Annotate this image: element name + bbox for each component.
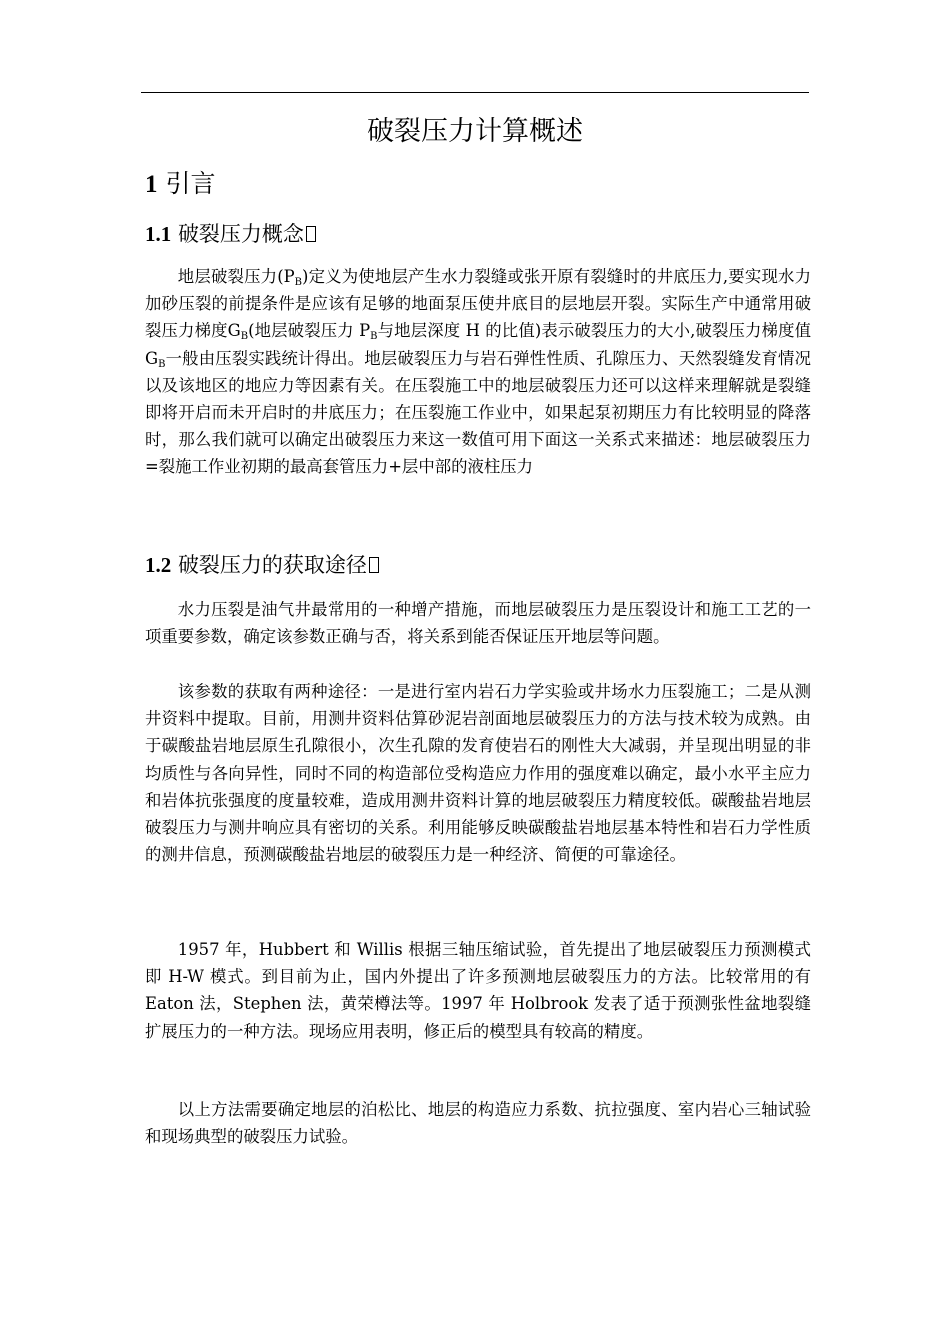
section-heading-1-1 — [145, 219, 316, 249]
section-number: 1.2 — [145, 553, 172, 577]
section-label: 破裂压力的获取途径 — [177, 553, 367, 577]
missing-glyph-icon — [369, 557, 379, 573]
paragraph-requirements: 以上方法需要确定地层的泊松比、地层的构造应力系数、抗拉强度、室内岩心三轴试验和现场典型的破裂压力试验。 — [145, 1100, 811, 1147]
section-label: 破裂压力概念 — [177, 222, 304, 246]
paragraph-fracture-concept: 地层破裂压力$(P_B)$定义为使地层产生水力裂缝或张开原有裂缝时的井底压力,要实现水力加砂压裂的前提条件是应该有足够的地面泵压使井底目的层地层开裂。实际生产中通常用破裂压力梯度$G_B$(地层破裂压力 $P_B$与地层深度 H 的比值)表示破裂压力的大小,破裂压力梯度值 $G_B$一般由压裂实践统计得出。地层破裂压力与岩石弹性性质、孔隙压力、天然裂缝发育情况以及该地区的地应力等因素有关。在压裂施工中的地层破裂压力还可以这样来理解就是裂缝即将开启而未开启时的井底压力；在压裂施工作业中，如果起泵初期压力有比较明显的降落时，那么我们就可以确定出破裂压力来这一数值可用下面这一关系式来描述：地层破裂压力=裂施工作业初期的最高套管压力+层中部的液柱压力 — [145, 267, 811, 477]
section-heading-1-2 — [145, 550, 379, 580]
section-number: 1 — [145, 171, 158, 198]
missing-glyph-icon — [306, 226, 316, 242]
paragraph-history: 1957 年，Hubbert 和 Willis 根据三轴压缩试验，首先提出了地层破裂压力预测模式即 H-W 模式。到目前为止，国内外提出了许多预测地层破裂压力的方法。比较常用的有 Eaton 法，Stephen 法，黄荣樽法等。1997 年 Holbrook 发表了适于预测张性盆地裂缝扩展压力的一种方法。现场应用表明，修正后的模型具有较高的精度。 — [145, 940, 811, 1041]
page-title: 破裂压力计算概述 — [367, 116, 583, 147]
section-number: 1.1 — [145, 222, 172, 246]
section-label: 引言 — [165, 169, 216, 198]
header-rule — [141, 92, 809, 93]
section-heading-1 — [145, 168, 215, 201]
paragraph-acquisition-methods: 该参数的获取有两种途径：一是进行室内岩石力学实验或井场水力压裂施工；二是从测井资料中提取。目前，用测井资料估算砂泥岩剖面地层破裂压力的方法与技术较为成熟。由于碳酸盐岩地层原生孔隙很小，次生孔隙的发育使岩石的刚性大大减弱，并呈现出明显的非均质性与各向异性，同时不同的构造部位受构造应力作用的强度难以确定，最小水平主应力和岩体抗张强度的度量较难，造成用测井资料计算的地层破裂压力精度较低。碳酸盐岩地层破裂压力与测井响应具有密切的关系。利用能够反映碳酸盐岩地层基本特性和岩石力学性质的测井信息，预测碳酸盐岩地层的破裂压力是一种经济、简便的可靠途径。 — [145, 682, 811, 865]
paragraph-hydraulic-fracturing: 水力压裂是油气井最常用的一种增产措施，而地层破裂压力是压裂设计和施工工艺的一项重要参数，确定该参数正确与否，将关系到能否保证压开地层等问题。 — [145, 600, 811, 647]
